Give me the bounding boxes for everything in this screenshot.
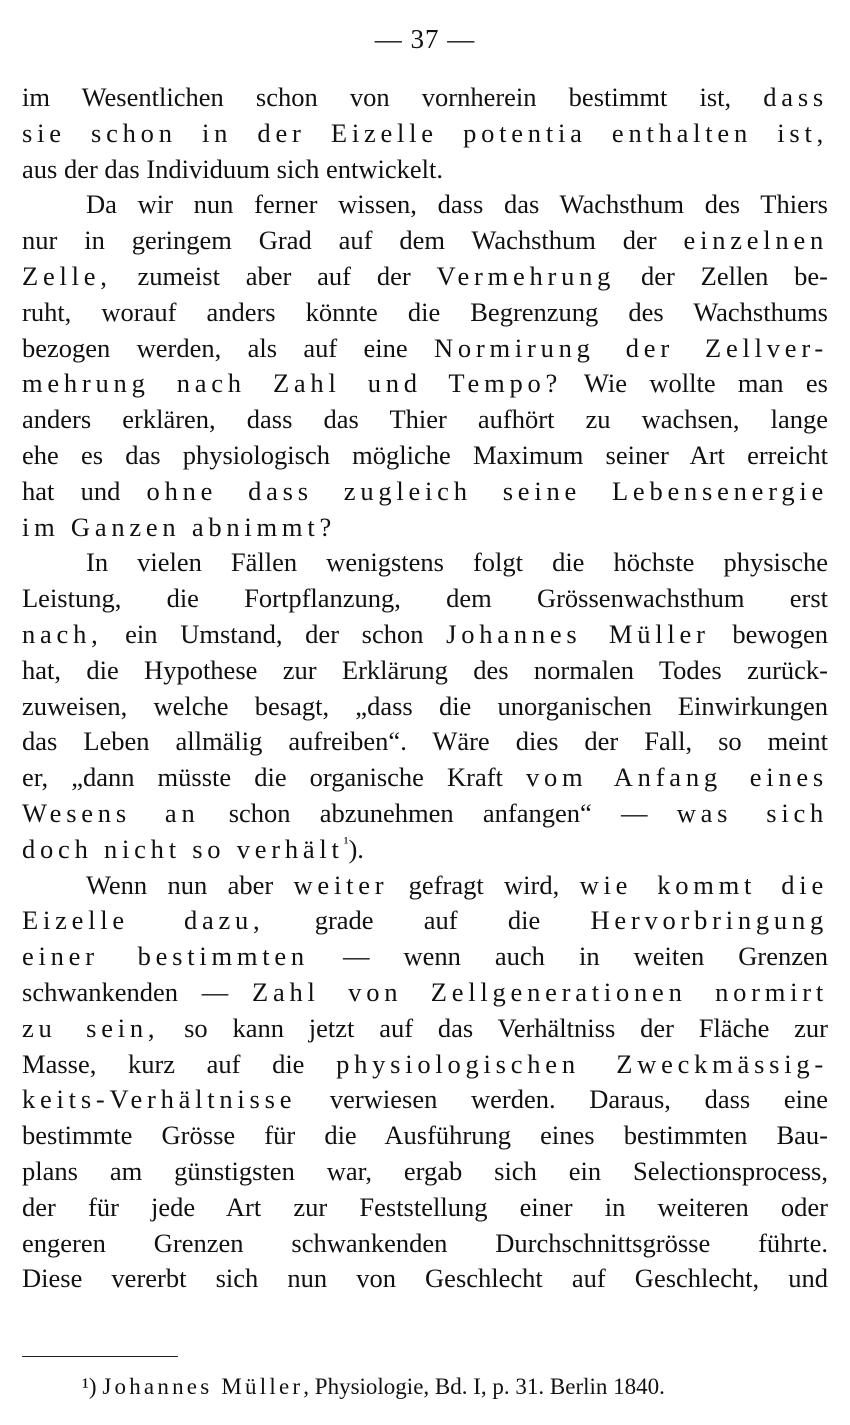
text-segment: bezogen werden, als auf eine	[22, 332, 434, 363]
text-line	[22, 116, 828, 152]
text-line	[22, 545, 828, 581]
text-line	[22, 832, 828, 868]
emphasized-text: Eizelle dazu,	[22, 905, 265, 936]
text-line	[22, 903, 828, 939]
text-line	[22, 1226, 828, 1262]
text-segment: anders erklären, dass das Thier aufhört zu wachsen, lange	[22, 404, 828, 435]
emphasized-text: wie kommt die	[579, 869, 828, 900]
text-segment: schon abzunehmen anfangen“ —	[199, 797, 677, 828]
text-line	[22, 223, 828, 259]
emphasized-text: mehrung nach Zahl und Tempo?	[22, 368, 563, 399]
text-line	[22, 724, 828, 760]
text-line	[22, 796, 828, 832]
text-line	[22, 331, 828, 367]
text-segment: bestimmte Grösse für die Ausführung eines bestimmten Bau-	[22, 1120, 828, 1151]
text-line	[22, 510, 828, 546]
text-segment: das Leben allmälig aufreiben“. Wäre dies der Fall, so meint	[22, 726, 828, 757]
text-segment: engeren Grenzen schwankenden Durchschnittsgrösse führte.	[22, 1227, 828, 1258]
text-segment: — wenn auch in weiten Grenzen	[308, 941, 828, 972]
text-segment: aus der das Individuum sich entwickelt.	[22, 153, 443, 184]
emphasized-text: nach,	[22, 618, 103, 649]
text-line	[22, 1154, 828, 1190]
text-segment: Wie wollte man es	[562, 368, 828, 399]
emphasized-text: Zahl von Zellgenerationen normirt	[252, 976, 829, 1007]
text-segment: der für jede Art zur Feststellung einer in weiteren oder	[22, 1191, 828, 1222]
emphasized-text: doch nicht so verhält	[22, 833, 344, 864]
text-line	[22, 80, 828, 116]
footnote	[82, 1372, 822, 1402]
emphasized-text: vom Anfang eines	[525, 762, 828, 793]
text-segment: schwankenden —	[22, 976, 253, 1007]
emphasized-text: Hervorbringung	[590, 905, 828, 936]
text-segment: zumeist aber auf der	[111, 260, 437, 291]
footnote-reference[interactable]: ¹	[343, 834, 349, 852]
emphasized-text: Zelle,	[22, 260, 112, 291]
emphasized-text: dass	[763, 82, 828, 112]
emphasized-text: Normirung der Zellver-	[433, 332, 828, 363]
text-line	[22, 1082, 828, 1118]
text-segment: Diese vererbt sich nun von Geschlecht auf Geschlecht, und	[22, 1263, 828, 1294]
text-line	[22, 1118, 828, 1154]
body-text	[22, 80, 828, 1297]
emphasized-text: einzelnen	[683, 225, 828, 256]
text-line	[22, 760, 828, 796]
emphasized-text: im Ganzen abnimmt	[22, 511, 320, 542]
text-segment: grade auf die	[264, 905, 591, 936]
emphasized-text: physiologischen Zweckmässig-	[336, 1048, 828, 1079]
text-segment: gefragt wird,	[388, 869, 580, 900]
text-line	[22, 581, 828, 617]
text-line	[22, 653, 828, 689]
page-number: — 37 —	[374, 24, 476, 54]
footnote-author: Johannes Müller	[102, 1374, 304, 1399]
text-line	[22, 1047, 828, 1083]
footnote-marker: ¹)	[82, 1374, 97, 1399]
text-line	[22, 366, 828, 402]
text-segment: Wenn nun aber	[86, 869, 294, 900]
text-segment: im Wesentlichen schon von vornherein bestimmt ist,	[22, 82, 764, 112]
text-line	[22, 259, 828, 295]
emphasized-text: sie schon in der Eizelle potentia enthalten ist,	[22, 117, 828, 148]
text-segment: ein Umstand, der schon	[102, 618, 447, 649]
text-segment: verwiesen werden. Daraus, dass eine	[296, 1084, 828, 1115]
text-segment: nur in geringem Grad auf dem Wachsthum der	[22, 225, 684, 256]
emphasized-text: weiter	[293, 869, 389, 900]
text-segment: der Zellen be-	[615, 260, 828, 291]
emphasized-text: keits-Verhältnisse	[22, 1084, 297, 1115]
text-segment: ruht, worauf anders könnte die Begrenzung des Wachsthums	[22, 296, 828, 327]
text-segment: er, „dann müsste die organische Kraft	[22, 762, 526, 793]
text-segment: ?	[319, 511, 332, 542]
text-line	[22, 295, 828, 331]
text-segment: Masse, kurz auf die	[22, 1048, 337, 1079]
text-line	[22, 187, 828, 223]
text-line	[22, 868, 828, 904]
text-line	[22, 617, 828, 653]
emphasized-text: Johannes Müller	[446, 618, 710, 649]
text-segment: hat und	[22, 475, 147, 506]
text-line	[22, 689, 828, 725]
emphasized-text: was sich	[676, 797, 829, 828]
emphasized-text: Wesens an	[22, 797, 200, 828]
text-line	[22, 152, 828, 188]
text-line	[22, 402, 828, 438]
footnote-divider	[22, 1356, 178, 1357]
text-segment: ehe es das physiologisch mögliche Maximum seiner Art erreicht	[22, 439, 828, 470]
text-line	[22, 975, 828, 1011]
text-segment: ).	[348, 833, 364, 864]
emphasized-text: ohne dass zugleich seine Lebensenergie	[146, 475, 829, 506]
text-segment: Leistung, die Fortpflanzung, dem Grössenwachsthum erst	[22, 583, 828, 614]
emphasized-text: Vermehrung	[436, 260, 616, 291]
text-segment: zuweisen, welche besagt, „dass die unorganischen Einwirkungen	[22, 690, 828, 721]
emphasized-text: einer bestimmten	[22, 941, 309, 972]
text-line	[22, 474, 828, 510]
text-line	[22, 1190, 828, 1226]
emphasized-text: zu sein,	[22, 1012, 160, 1043]
text-segment: Da wir nun ferner wissen, dass das Wachsthum des Thiers	[86, 189, 828, 220]
text-line	[22, 1011, 828, 1047]
text-line	[22, 1261, 828, 1297]
text-line	[22, 438, 828, 474]
text-segment: plans am günstigsten war, ergab sich ein Selectionsprocess,	[22, 1155, 828, 1186]
text-segment: bewogen	[709, 618, 828, 649]
text-line	[22, 939, 828, 975]
footnote-text: , Physiologie, Bd. I, p. 31. Berlin 1840.	[303, 1374, 665, 1399]
text-segment: In vielen Fällen wenigstens folgt die höchste physische	[86, 547, 828, 578]
text-segment: so kann jetzt auf das Verhältniss der Fläche zur	[159, 1012, 828, 1043]
text-segment: hat, die Hypothese zur Erklärung des normalen Todes zurück-	[22, 654, 828, 685]
